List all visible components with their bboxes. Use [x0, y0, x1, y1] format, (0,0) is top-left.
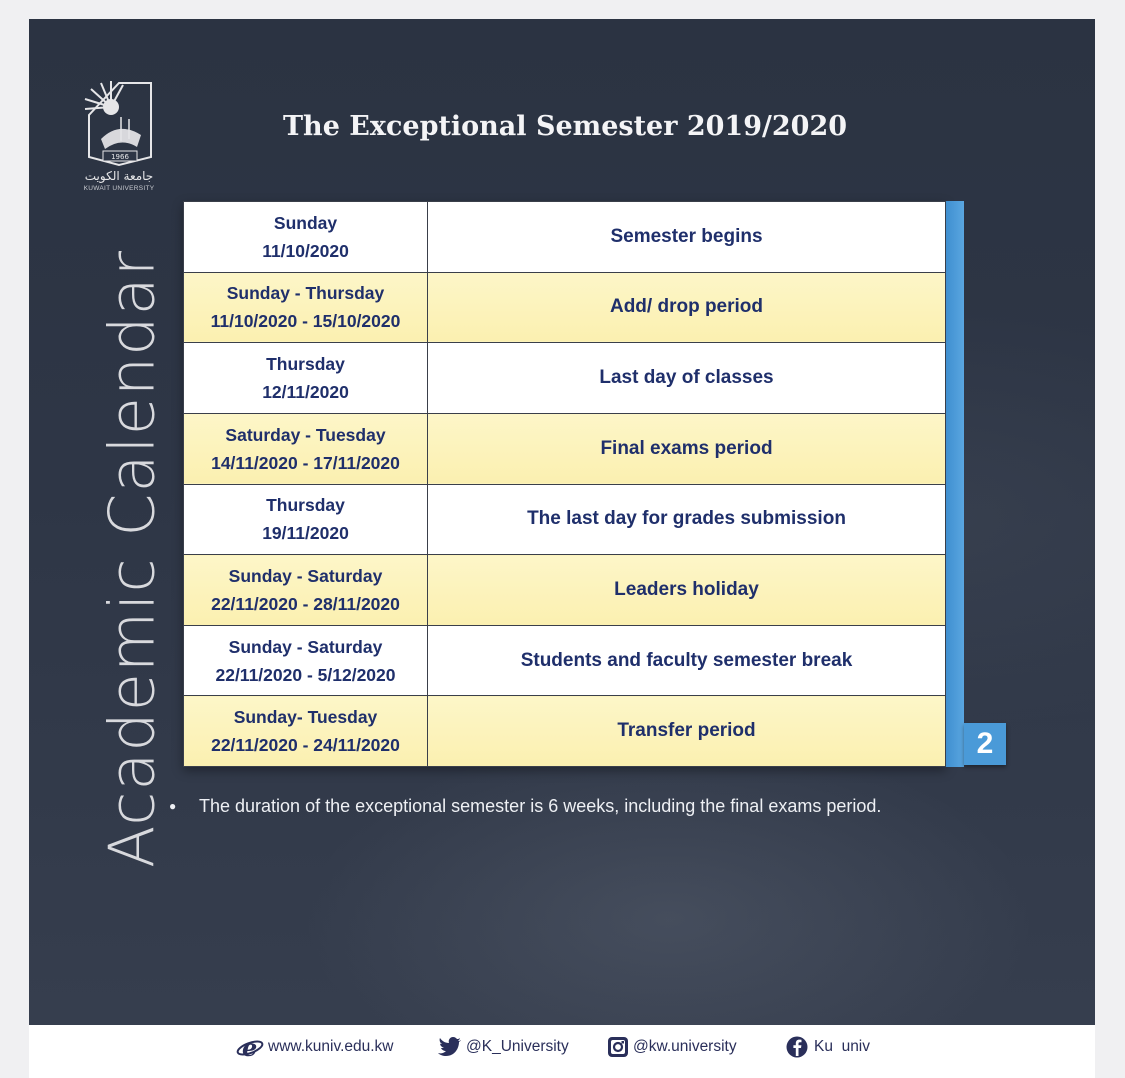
note — [169, 796, 881, 817]
logo-arabic-name: جامعة الكويت — [84, 169, 154, 183]
facebook-link[interactable] — [786, 1035, 870, 1059]
date-cell — [184, 413, 428, 484]
date-cell — [184, 272, 428, 343]
date-cell — [184, 625, 428, 696]
svg-text:e: e — [242, 1035, 258, 1059]
table-row — [184, 696, 946, 767]
side-title: Academic Calendar — [95, 249, 169, 869]
dates-text: 11/10/2020 - 15/10/2020 — [210, 311, 401, 332]
days-text: Sunday- Tuesday — [233, 707, 378, 728]
date-cell — [184, 484, 428, 555]
bullet-icon: ● — [169, 799, 177, 813]
event-cell: The last day for grades submission — [428, 484, 946, 555]
dates-text: 22/11/2020 - 24/11/2020 — [211, 735, 400, 756]
website-link[interactable] — [236, 1035, 393, 1059]
twitter-handle: @K_University — [466, 1038, 569, 1055]
twitter-link[interactable] — [438, 1035, 569, 1059]
logo-year: 1966 — [111, 153, 129, 161]
date-cell — [184, 696, 428, 767]
table-row — [184, 343, 946, 414]
instagram-handle: @kw.university — [633, 1038, 737, 1055]
event-cell: Transfer period — [428, 696, 946, 767]
event-cell: Last day of classes — [428, 343, 946, 414]
date-cell — [184, 202, 428, 273]
days-text: Sunday - Thursday — [226, 283, 385, 304]
days-text: Sunday - Saturday — [228, 565, 383, 586]
facebook-handle: Ku univ — [814, 1038, 871, 1055]
calendar-poster — [29, 19, 1095, 1025]
event-cell: Add/ drop period — [428, 272, 946, 343]
event-cell: Final exams period — [428, 413, 946, 484]
table-row — [184, 413, 946, 484]
facebook-icon — [786, 1036, 810, 1058]
dates-text: 12/11/2020 — [262, 382, 349, 403]
days-text: Sunday - Saturday — [228, 636, 383, 657]
event-cell: Leaders holiday — [428, 555, 946, 626]
days-text: Saturday - Tuesday — [225, 424, 386, 445]
university-emblem-icon — [81, 77, 157, 169]
days-text: Sunday — [273, 212, 338, 233]
footer — [29, 1025, 1095, 1078]
logo-english-name: KUWAIT UNIVERSITY — [83, 185, 155, 192]
date-cell — [184, 555, 428, 626]
dates-text: 14/11/2020 - 17/11/2020 — [211, 452, 400, 473]
event-cell: Students and faculty semester break — [428, 625, 946, 696]
internet-explorer-icon — [236, 1035, 264, 1059]
instagram-link[interactable] — [607, 1035, 737, 1059]
page — [29, 19, 1095, 1078]
accent-bar — [946, 201, 964, 767]
dates-text: 22/11/2020 - 28/11/2020 — [211, 593, 400, 614]
days-text: Thursday — [266, 354, 345, 375]
instagram-icon — [607, 1036, 629, 1058]
dates-text: 19/11/2020 — [262, 523, 349, 544]
twitter-icon — [438, 1037, 462, 1057]
university-logo — [81, 77, 157, 197]
event-cell: Semester begins — [428, 202, 946, 273]
table-row — [184, 555, 946, 626]
table-row — [184, 272, 946, 343]
dates-text: 11/10/2020 — [262, 240, 349, 261]
website-text: www.kuniv.edu.kw — [268, 1038, 394, 1055]
days-text: Thursday — [266, 495, 345, 516]
table-row — [184, 625, 946, 696]
schedule-table — [183, 201, 946, 767]
page-number-badge: 2 — [964, 723, 1006, 765]
note-text: The duration of the exceptional semester is 6 weeks, including the final exams period. — [199, 796, 882, 816]
page-title: The Exceptional Semester 2019/2020 — [282, 111, 848, 142]
table-row — [184, 202, 946, 273]
dates-text: 22/11/2020 - 5/12/2020 — [215, 664, 396, 685]
table-row — [184, 484, 946, 555]
date-cell — [184, 343, 428, 414]
